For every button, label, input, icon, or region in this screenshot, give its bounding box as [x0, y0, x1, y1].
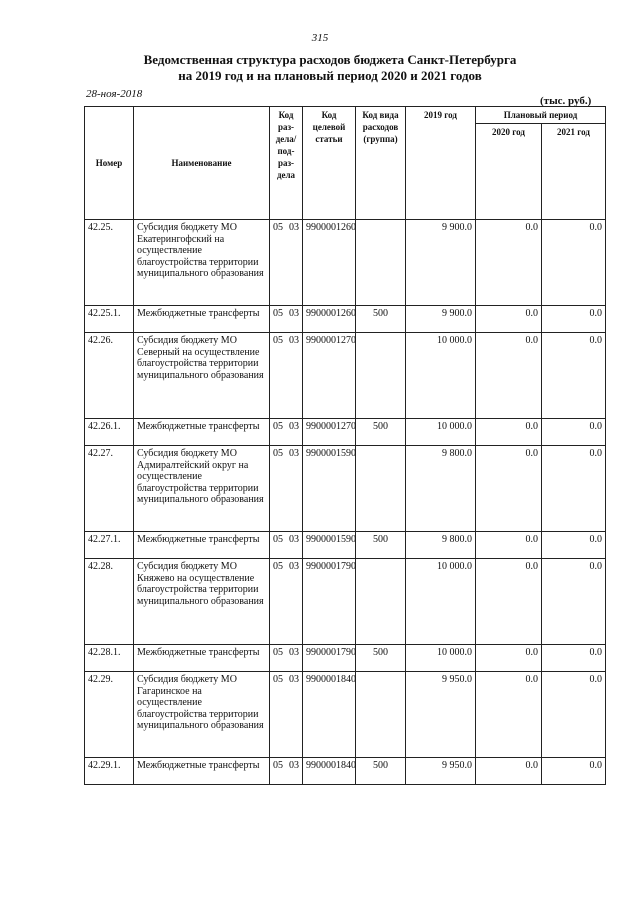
row-target: 9900001260 [303, 220, 356, 306]
row-section [270, 758, 303, 785]
row-2019: 10 000.0 [406, 559, 476, 645]
row-2021: 0.0 [542, 532, 606, 559]
row-number: 42.29.1. [85, 758, 134, 785]
row-number: 42.28. [85, 559, 134, 645]
section-code: 05 [273, 222, 283, 233]
row-name: Субсидия бюджету МО Екатерингофский на осуществление благоустройства территории муниципального образования [134, 220, 270, 306]
row-2019: 9 800.0 [406, 446, 476, 532]
row-number: 42.28.1. [85, 645, 134, 672]
row-expense-type: 500 [356, 758, 406, 785]
table-row [85, 220, 606, 306]
row-2019: 9 800.0 [406, 532, 476, 559]
header-2020: 2020 год [476, 124, 542, 220]
subsection-code: 03 [289, 647, 299, 658]
row-number: 42.26.1. [85, 419, 134, 446]
header-2019: 2019 год [406, 107, 476, 220]
row-2020: 0.0 [476, 645, 542, 672]
row-2019: 10 000.0 [406, 419, 476, 446]
row-name: Субсидия бюджету МО Княжево на осуществление благоустройства территории муниципального образования [134, 559, 270, 645]
row-2020: 0.0 [476, 672, 542, 758]
section-code: 05 [273, 335, 283, 346]
row-section [270, 559, 303, 645]
row-number: 42.27.1. [85, 532, 134, 559]
section-code: 05 [273, 561, 283, 572]
row-section [270, 446, 303, 532]
row-2021: 0.0 [542, 306, 606, 333]
row-2019: 10 000.0 [406, 645, 476, 672]
section-code: 05 [273, 534, 283, 545]
row-name: Межбюджетные трансферты [134, 306, 270, 333]
row-2021: 0.0 [542, 559, 606, 645]
row-expense-type [356, 559, 406, 645]
title-line-1: Ведомственная структура расходов бюджета Санкт-Петербурга [143, 52, 517, 67]
table-row [85, 559, 606, 645]
row-target: 9900001590 [303, 532, 356, 559]
row-section [270, 672, 303, 758]
section-code: 05 [273, 308, 283, 319]
header-section: Код раз-дела/ под-раз-дела [270, 107, 303, 220]
row-2020: 0.0 [476, 758, 542, 785]
row-target: 9900001590 [303, 446, 356, 532]
row-2021: 0.0 [542, 672, 606, 758]
document-date: 28-ноя-2018 [86, 88, 143, 100]
table-row [85, 333, 606, 419]
row-number: 42.25. [85, 220, 134, 306]
row-expense-type: 500 [356, 532, 406, 559]
row-2021: 0.0 [542, 333, 606, 419]
header-number: Номер [85, 107, 134, 220]
row-2020: 0.0 [476, 532, 542, 559]
header-expense-type: Код вида расходов (группа) [356, 107, 406, 220]
row-expense-type [356, 333, 406, 419]
row-2021: 0.0 [542, 419, 606, 446]
row-2019: 9 900.0 [406, 306, 476, 333]
row-target: 9900001790 [303, 645, 356, 672]
row-2019: 9 900.0 [406, 220, 476, 306]
row-2021: 0.0 [542, 446, 606, 532]
subsection-code: 03 [289, 448, 299, 459]
subsection-code: 03 [289, 534, 299, 545]
row-2021: 0.0 [542, 220, 606, 306]
row-expense-type [356, 220, 406, 306]
budget-table [84, 106, 606, 785]
document-title [100, 52, 560, 84]
row-expense-type: 500 [356, 306, 406, 333]
row-expense-type: 500 [356, 645, 406, 672]
row-2020: 0.0 [476, 306, 542, 333]
section-code: 05 [273, 421, 283, 432]
row-name: Субсидия бюджету МО Гагаринское на осуществление благоустройства территории муниципального образования [134, 672, 270, 758]
row-2020: 0.0 [476, 446, 542, 532]
table-row [85, 419, 606, 446]
row-target: 9900001840 [303, 758, 356, 785]
table-row [85, 532, 606, 559]
row-name: Межбюджетные трансферты [134, 419, 270, 446]
section-code: 05 [273, 448, 283, 459]
title-line-2: на 2019 год и на плановый период 2020 и 2021 годов [178, 68, 482, 83]
table-row [85, 672, 606, 758]
row-expense-type: 500 [356, 419, 406, 446]
section-code: 05 [273, 647, 283, 658]
row-2021: 0.0 [542, 645, 606, 672]
row-name: Межбюджетные трансферты [134, 758, 270, 785]
row-name: Межбюджетные трансферты [134, 645, 270, 672]
section-code: 05 [273, 760, 283, 771]
row-2020: 0.0 [476, 333, 542, 419]
table-row [85, 758, 606, 785]
subsection-code: 03 [289, 335, 299, 346]
units-label: (тыс. руб.) [540, 95, 592, 107]
row-2020: 0.0 [476, 419, 542, 446]
subsection-code: 03 [289, 760, 299, 771]
row-target: 9900001790 [303, 559, 356, 645]
header-2021: 2021 год [542, 124, 606, 220]
row-2020: 0.0 [476, 559, 542, 645]
page-number: 315 [311, 32, 329, 44]
row-number: 42.29. [85, 672, 134, 758]
row-section [270, 419, 303, 446]
row-2021: 0.0 [542, 758, 606, 785]
row-expense-type [356, 672, 406, 758]
row-2019: 9 950.0 [406, 672, 476, 758]
row-section [270, 220, 303, 306]
row-target: 9900001270 [303, 419, 356, 446]
row-number: 42.26. [85, 333, 134, 419]
row-target: 9900001260 [303, 306, 356, 333]
subsection-code: 03 [289, 674, 299, 685]
section-code: 05 [273, 674, 283, 685]
row-target: 9900001840 [303, 672, 356, 758]
row-section [270, 532, 303, 559]
header-target: Код целевой статьи [303, 107, 356, 220]
row-number: 42.27. [85, 446, 134, 532]
table-row [85, 645, 606, 672]
row-target: 9900001270 [303, 333, 356, 419]
row-section [270, 306, 303, 333]
table-row [85, 446, 606, 532]
row-name: Субсидия бюджету МО Адмиралтейский округ на осуществление благоустройства территории муниципального образования [134, 446, 270, 532]
row-section [270, 645, 303, 672]
subsection-code: 03 [289, 222, 299, 233]
row-2019: 10 000.0 [406, 333, 476, 419]
row-name: Субсидия бюджету МО Северный на осуществление благоустройства территории муниципального образования [134, 333, 270, 419]
subsection-code: 03 [289, 308, 299, 319]
row-number: 42.25.1. [85, 306, 134, 333]
table-row [85, 306, 606, 333]
row-section [270, 333, 303, 419]
row-expense-type [356, 446, 406, 532]
subsection-code: 03 [289, 421, 299, 432]
row-2020: 0.0 [476, 220, 542, 306]
row-name: Межбюджетные трансферты [134, 532, 270, 559]
header-name: Наименование [134, 107, 270, 220]
header-planned-period: Плановый период [476, 107, 606, 124]
subsection-code: 03 [289, 561, 299, 572]
row-2019: 9 950.0 [406, 758, 476, 785]
